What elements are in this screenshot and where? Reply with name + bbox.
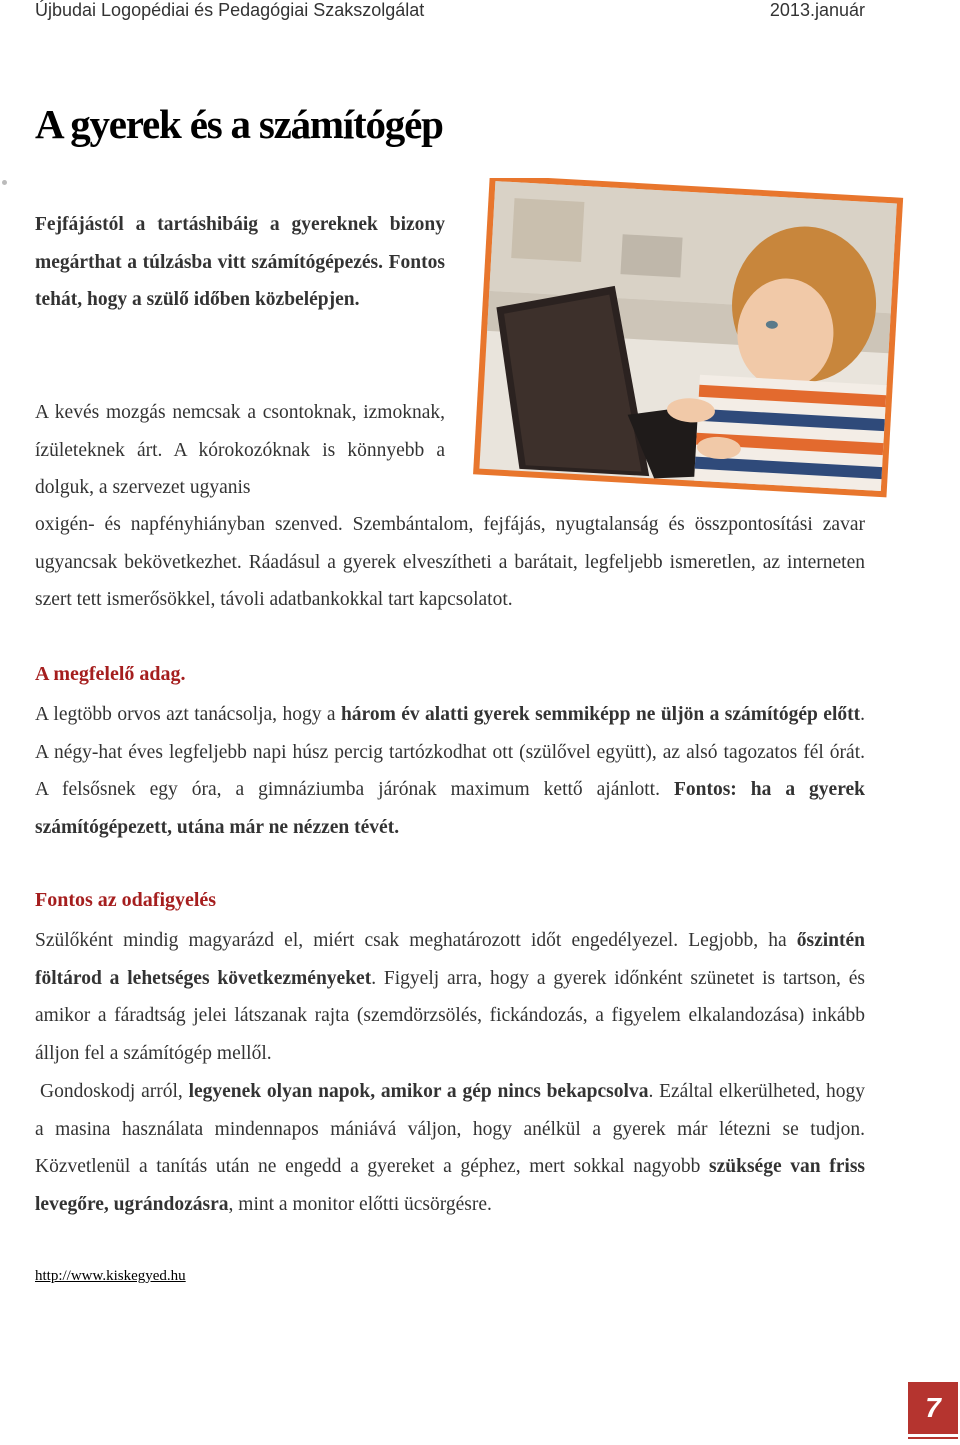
child-at-laptop-photo xyxy=(467,178,907,498)
paragraph-dose xyxy=(35,696,865,846)
bold-run: három év alatti gyerek semmiképp ne üljön a számítógép előtt xyxy=(340,704,861,725)
bullet-dot xyxy=(2,180,7,185)
article-title: A gyerek és a számítógép xyxy=(35,101,443,147)
bold-run: legyenek olyan napok, amikor a gép nincs bekapcsolva xyxy=(188,1081,649,1102)
text-run: . Ezáltal elkerülheted, hogy a masina használata mindennapos mániává váljon, hogy anélkül a gyerek már létezni se tudjon. Közvetlenül a tanítás után ne engedd a gyereket a géphez, mert sokkal nagyobb xyxy=(35,1081,866,1177)
paragraph-days-off xyxy=(35,1073,865,1223)
text-run: . A négy-hat éves legfeljebb napi húsz percig tartózkodhat ott (szülővel együtt), az alsó tagozatos fél órát. A felsősnek egy óra, a gimnáziumba járónak maximum kettő ajánlott. xyxy=(35,704,865,800)
paragraph-health: oxigén- és napfényhiányban szenved. Szembántalom, fejfájás, nyugtalanság és összpontosítási zavar ugyancsak bekövetkezhet. Ráadásul a gyerek elveszítheti a barátait, legfeljebb ismeretlen, az interneten szert tett ismerősökkel, távoli adatbankokkal tart kapcsolatot. xyxy=(35,514,865,610)
header-org: Újbudai Logopédiai és Pedagógiai Szakszolgálat xyxy=(35,0,425,20)
page-number-underline xyxy=(908,1437,958,1439)
source-link[interactable]: http://www.kiskegyed.hu xyxy=(35,1268,186,1284)
text-run: Szülőként mindig magyarázd el, miért csak meghatározott időt engedélyezel. Legjobb, ha xyxy=(35,930,797,951)
section-heading-attention: Fontos az odafigyelés xyxy=(35,889,217,911)
text-run: . Figyelj arra, hogy a gyerek időnként szünetet is tartson, és amikor a fáradtság jelei látszanak rajta (szemdörzsölés, fickándozás, a figyelem elkalandozása) inkább álljon fel a számítógép mellől. xyxy=(35,967,865,1064)
intro-paragraph: A kevés mozgás nemcsak a csontoknak, izmoknak, ízületeknek árt. A kórokozóknak is könnyebb a dolguk, a szervezet ugyanis xyxy=(35,402,445,498)
page-number-badge: 7 xyxy=(908,1382,958,1434)
text-run: A legtöbb orvos azt tanácsolja, hogy a xyxy=(35,704,341,725)
intro-lead: Fejfájástól a tartáshibáig a gyereknek bizony megárthat a túlzásba vitt számítógépezés. Fontos tehát, hogy a szülő időben közbelépjen. xyxy=(35,214,445,310)
page-header xyxy=(35,0,865,26)
bold-run: Fontos: ha a gyerek számítógépezett, utána már ne nézzen tévét. xyxy=(35,779,865,838)
section-heading-dose: A megfelelő adag. xyxy=(35,663,186,685)
bold-run: szüksége van friss levegőre, ugrándozásra xyxy=(35,1156,865,1215)
text-run: Gondoskodj arról, xyxy=(40,1081,189,1102)
paragraph-attention xyxy=(35,922,865,1072)
bold-run: őszintén föltárod a lehetséges következményeket xyxy=(35,930,865,989)
text-run: , mint a monitor előtti ücsörgésre. xyxy=(228,1193,492,1215)
header-date: 2013.január xyxy=(769,0,865,20)
